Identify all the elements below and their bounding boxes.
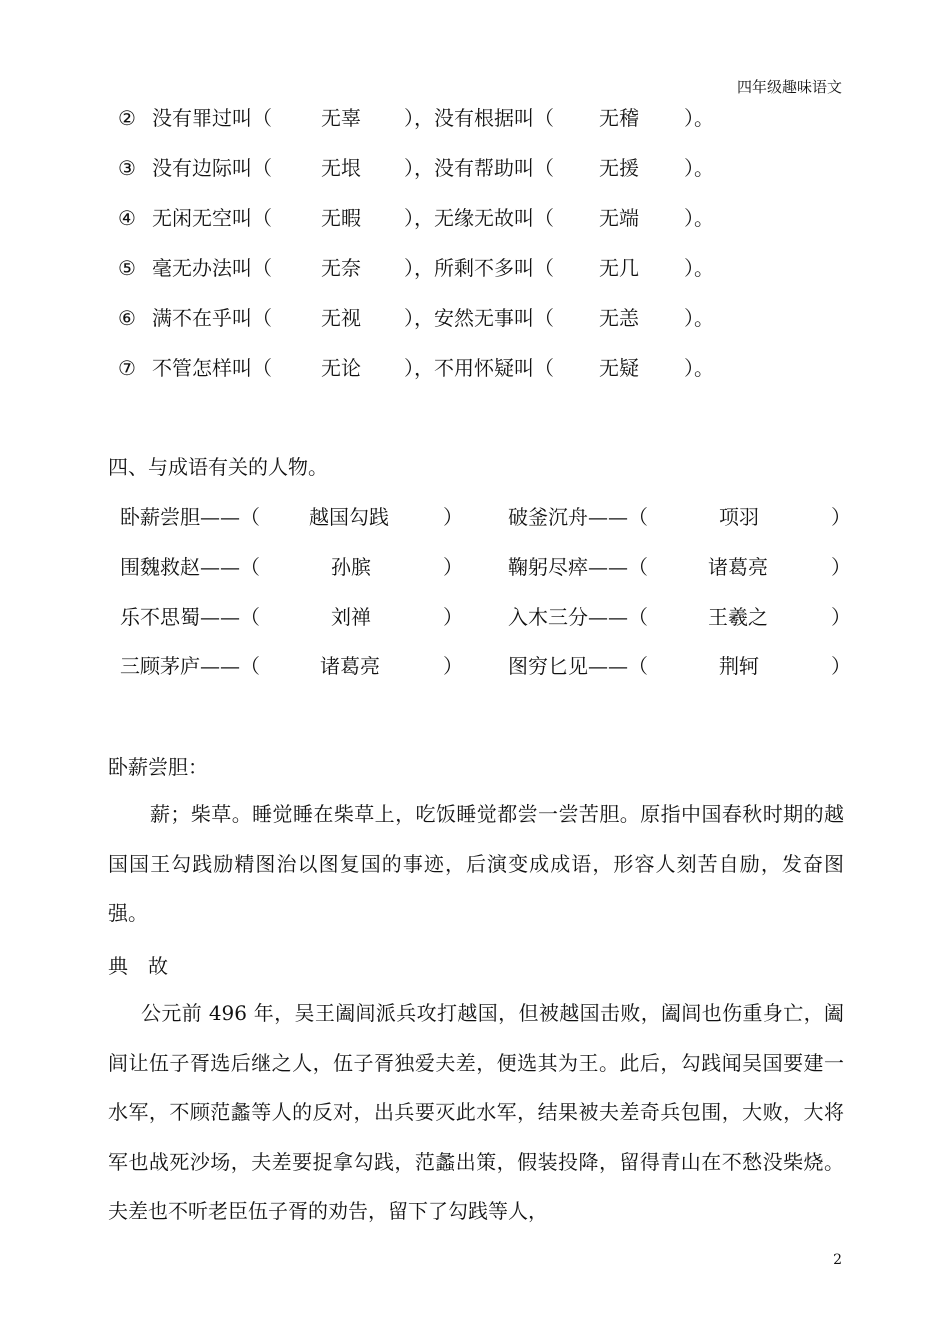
item-number: ⑤: [118, 256, 136, 280]
description-1: 不管怎样叫（: [152, 356, 272, 380]
row-end: ）。: [684, 256, 714, 280]
idiom-2: 图穷匕见——（: [508, 654, 648, 678]
idiom-1: 三顾茅庐——（: [120, 654, 260, 678]
answer-2: 无援: [599, 156, 639, 180]
close-1: ）: [443, 654, 463, 678]
row-end: ）。: [684, 356, 714, 380]
idiom-1: 围魏救赵——（: [120, 555, 260, 579]
item-number: ④: [118, 206, 136, 230]
item-number: ③: [118, 156, 136, 180]
description-2: ），没有根据叫（: [404, 106, 554, 130]
close-1: ）: [443, 555, 463, 579]
description-2: ），没有帮助叫（: [404, 156, 554, 180]
idiom-1: 乐不思蜀——（: [120, 605, 260, 629]
description-2: ），安然无事叫（: [404, 306, 554, 330]
answer-1: 无暇: [321, 206, 361, 230]
idiom-2: 入木三分——（: [508, 605, 648, 629]
section-title: 四、与成语有关的人物。: [108, 455, 328, 479]
item-number: ⑦: [118, 356, 136, 380]
description-1: 无闲无空叫（: [152, 206, 272, 230]
person-2: 荆轲: [719, 654, 759, 678]
close-1: ）: [443, 505, 463, 529]
close-2: ）: [831, 654, 851, 678]
person-1: 诸葛亮: [320, 654, 380, 678]
answer-2: 无恙: [599, 306, 639, 330]
person-1: 孙膑: [331, 555, 371, 579]
idiom-2: 鞠躬尽瘁——（: [508, 555, 648, 579]
close-2: ）: [831, 505, 851, 529]
answer-2: 无几: [599, 256, 639, 280]
row-end: ）。: [684, 306, 714, 330]
header-title: 四年级趣味语文: [736, 78, 842, 96]
description-2: ），无缘无故叫（: [404, 206, 554, 230]
answer-2: 无疑: [599, 356, 639, 380]
close-2: ）: [831, 555, 851, 579]
close-1: ）: [443, 605, 463, 629]
allusion-label: 典 故: [108, 954, 168, 978]
item-number: ⑥: [118, 306, 136, 330]
close-2: ）: [831, 605, 851, 629]
description-2: ），所剩不多叫（: [404, 256, 554, 280]
item-number: ②: [118, 106, 136, 130]
answer-1: 无视: [321, 306, 361, 330]
description-1: 满不在乎叫（: [152, 306, 272, 330]
answer-1: 无奈: [321, 256, 361, 280]
person-1: 刘禅: [331, 605, 371, 629]
story-title: 卧薪尝胆：: [108, 755, 208, 779]
answer-1: 无辜: [321, 106, 361, 130]
person-1: 越国勾践: [309, 505, 389, 529]
idiom-2: 破釜沉舟——（: [508, 505, 648, 529]
row-end: ）。: [684, 206, 714, 230]
allusion-paragraph: 公元前 496 年，吴王阖闾派兵攻打越国，但被越国击败，阖闾也伤重身亡，阖闾让伍子胥选后继之人，伍子胥独爱夫差，便选其为王。此后，勾践闻吴国要建一水军，不顾范蠡等人的反对，出兵要灭此水军，结果被夫差奇兵包围，大败，大将军也战死沙场，夫差要捉拿勾践，范蠡出策，假装投降，留得青山在不愁没柴烧。夫差也不听老臣伍子胥的劝告，留下了勾践等人，: [108, 1001, 844, 1223]
answer-1: 无垠: [321, 156, 361, 180]
person-2: 王羲之: [708, 605, 768, 629]
description-1: 没有边际叫（: [152, 156, 272, 180]
row-end: ）。: [684, 156, 714, 180]
description-2: ），不用怀疑叫（: [404, 356, 554, 380]
answer-1: 无论: [321, 356, 361, 380]
description-1: 毫无办法叫（: [152, 256, 272, 280]
row-end: ）。: [684, 106, 714, 130]
definition-paragraph: 薪；柴草。睡觉睡在柴草上，吃饭睡觉都尝一尝苦胆。原指中国春秋时期的越国国王勾践励精图治以图复国的事迹，后演变成成语，形容人刻苦自励，发奋图强。: [108, 802, 844, 925]
idiom-1: 卧薪尝胆——（: [120, 505, 260, 529]
person-2: 项羽: [719, 505, 759, 529]
answer-2: 无端: [599, 206, 639, 230]
description-1: 没有罪过叫（: [152, 106, 272, 130]
person-2: 诸葛亮: [708, 555, 768, 579]
page-number: 2: [833, 1252, 842, 1268]
answer-2: 无稽: [599, 106, 639, 130]
